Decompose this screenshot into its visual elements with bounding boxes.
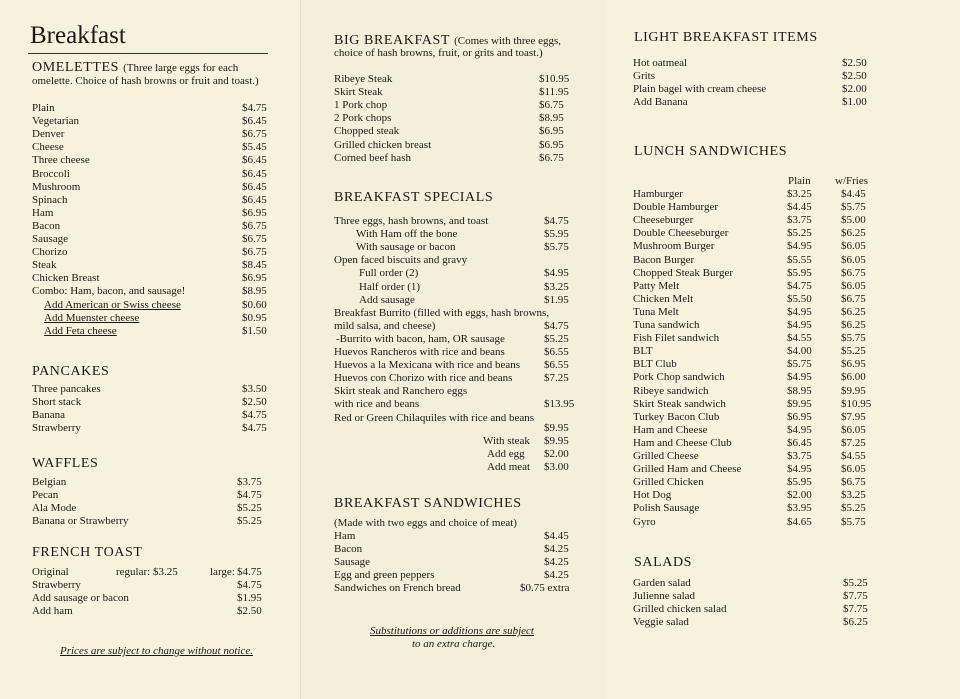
lunch-col-plain: Plain — [788, 175, 811, 187]
item-price: $2.50 — [237, 605, 262, 617]
item-plain-price: $4.95 — [787, 305, 812, 318]
item-name: Sandwiches on French bread — [334, 582, 461, 594]
item-name: Cheese — [32, 141, 64, 154]
item-plain-price: $6.95 — [787, 410, 812, 423]
item-name: Ham and Cheese — [633, 423, 708, 436]
item-plain-price: $4.55 — [787, 332, 812, 345]
item-name: Grilled chicken breast — [334, 138, 432, 151]
item-price: $0.95 — [242, 311, 267, 324]
item-fries-price: $3.25 — [841, 489, 866, 502]
item-price: $5.25 — [237, 502, 262, 514]
item-price: $6.75 — [539, 99, 564, 112]
item-name: Red or Green Chilaquiles with rice and beans — [334, 411, 535, 424]
item-name: Ham and Cheese Club — [633, 436, 732, 449]
omelettes-header — [32, 58, 238, 76]
item-name: 1 Pork chop — [334, 99, 388, 112]
item-price: $5.45 — [242, 141, 267, 154]
menu-panel-left — [0, 0, 300, 699]
item-price: $13.95 — [544, 398, 575, 411]
item-price: $2.00 — [842, 83, 867, 95]
item-plain-price: $4.95 — [787, 371, 812, 384]
item-fries-price: $9.95 — [841, 384, 866, 397]
item-price: $1.95 — [237, 592, 262, 604]
item-name: Hot Dog — [633, 489, 672, 502]
item-fries-price: $6.00 — [841, 371, 866, 384]
item-price: $1.00 — [842, 96, 867, 108]
item-name: Double Cheeseburger — [633, 227, 729, 240]
item-price: $6.95 — [539, 125, 564, 138]
item-name: Tuna sandwich — [633, 319, 700, 331]
item-name: Add Muenster cheese — [44, 311, 140, 324]
item-price: $5.95 — [544, 228, 569, 241]
item-name: Huevos con Chorizo with rice and beans — [334, 372, 513, 385]
item-name: Add ham — [32, 605, 73, 617]
item-plain-price: $6.45 — [787, 436, 812, 449]
item-name: Banana — [32, 409, 65, 421]
chilaquiles-price: $9.95 — [544, 422, 569, 434]
item-price: $4.75 — [237, 566, 262, 578]
item-name: Full order (2) — [359, 267, 419, 280]
menu-panel-middle — [300, 0, 607, 699]
item-price: $8.45 — [242, 259, 267, 272]
item-plain-price: $2.00 — [787, 489, 812, 502]
item-name: Add Banana — [633, 96, 688, 108]
item-price: $4.95 — [544, 267, 569, 280]
item-plain-price: $3.25 — [787, 188, 812, 200]
item-price: $6.55 — [544, 359, 569, 372]
item-name: Bacon — [334, 543, 363, 555]
item-price: $6.75 — [242, 128, 267, 141]
omelettes-heading: OMELETTES — [32, 60, 120, 75]
item-price: $3.25 — [544, 280, 569, 293]
item-name: Short stack — [32, 396, 82, 408]
item-fries-price: $6.75 — [841, 266, 866, 279]
item-price: $6.45 — [242, 167, 267, 180]
item-name: Broccoli — [32, 167, 70, 180]
item-price: $4.25 — [544, 569, 569, 581]
item-plain-price: $9.95 — [787, 397, 812, 410]
item-fries-price: $6.25 — [841, 305, 866, 318]
item-name: Polish Sausage — [633, 502, 700, 515]
item-name: Denver — [32, 128, 65, 141]
item-fries-price: $5.75 — [841, 515, 866, 528]
item-fries-price: $6.05 — [841, 423, 866, 436]
item-price: $0.75 extra — [520, 582, 570, 594]
item-plain-price: $3.75 — [787, 214, 812, 227]
item-name: Chopped steak — [334, 125, 400, 138]
item-price: $6.45 — [242, 154, 267, 167]
item-fries-price: $10.95 — [841, 397, 872, 410]
item-plain-price: $5.25 — [787, 227, 812, 240]
item-name: Grilled Cheese — [633, 450, 699, 462]
item-price: $5.25 — [843, 577, 868, 589]
item-name: Chorizo — [32, 246, 68, 259]
item-name: Pork Chop sandwich — [633, 371, 725, 384]
item-plain-price: $8.95 — [787, 384, 812, 397]
item-name: Chicken Melt — [633, 292, 694, 305]
item-price: $11.95 — [539, 86, 569, 99]
item-price: $8.95 — [539, 112, 564, 125]
item-name: Double Hamburger — [633, 201, 719, 214]
item-price: $3.00 — [544, 461, 569, 473]
item-price: $6.95 — [242, 272, 267, 285]
item-name: Open faced biscuits and gravy — [334, 254, 468, 267]
prices-notice: Prices are subject to change without notice. — [60, 645, 253, 657]
french-toast-heading: FRENCH TOAST — [32, 545, 143, 560]
page-title: Breakfast — [30, 22, 126, 49]
item-price: $7.25 — [544, 372, 569, 385]
item-name: Hot oatmeal — [633, 57, 688, 69]
item-price: $5.75 — [544, 241, 569, 254]
item-name: With Ham off the bone — [356, 228, 458, 241]
substitutions-line1: Substitutions or additions are subject — [370, 625, 534, 637]
item-price: $4.25 — [544, 556, 569, 568]
item-name: Patty Melt — [633, 279, 680, 292]
item-plain-price: $5.95 — [787, 476, 812, 489]
item-fries-price: $6.95 — [841, 358, 866, 371]
omelettes-note-line1: (Three large eggs for each — [123, 62, 239, 74]
item-name: Huevos a la Mexicana with rice and beans — [334, 359, 521, 372]
item-name: Add sausage or bacon — [32, 592, 129, 604]
item-name: Three cheese — [32, 154, 90, 167]
item-price: $7.75 — [843, 590, 868, 602]
item-name: Add Feta cheese — [44, 324, 117, 337]
item-name: Skirt Steak — [334, 86, 383, 99]
big-breakfast-heading: BIG BREAKFAST — [334, 33, 451, 48]
item-fries-price: $5.25 — [841, 345, 866, 358]
item-name: Huevos Rancheros with rice and beans — [334, 346, 505, 358]
item-name: Ham — [32, 206, 54, 219]
item-price: $6.75 — [242, 246, 267, 259]
item-name: With steak — [483, 435, 530, 447]
item-fries-price: $5.75 — [841, 332, 866, 345]
item-price: $4.75 — [242, 102, 267, 114]
item-name: Julienne salad — [633, 590, 696, 602]
item-price: $8.95 — [242, 285, 267, 298]
item-name: Original — [32, 566, 69, 578]
item-name: Skirt steak and Ranchero eggs — [334, 385, 468, 398]
item-price: $6.55 — [544, 346, 569, 358]
item-name: Ribeye Steak — [334, 73, 393, 85]
item-price: $10.95 — [539, 73, 570, 85]
item-price: $4.25 — [544, 543, 569, 555]
item-name: Bacon — [32, 219, 61, 232]
item-name: BLT Club — [633, 358, 677, 371]
item-name: Grilled chicken salad — [633, 603, 727, 615]
item-price: $6.75 — [539, 151, 564, 164]
item-name: Ham — [334, 530, 356, 542]
item-price: $4.75 — [242, 409, 267, 421]
item-name: Hamburger — [633, 188, 683, 200]
item-price: $4.75 — [242, 422, 267, 434]
item-name: Mushroom — [32, 180, 81, 193]
item-fries-price: $4.55 — [841, 450, 866, 462]
breakfast-sandwiches-heading: BREAKFAST SANDWICHES — [334, 496, 522, 511]
item-name: Corned beef hash — [334, 151, 411, 164]
item-price: $5.25 — [544, 332, 569, 345]
item-name: Three eggs, hash browns, and toast — [334, 215, 489, 227]
item-name: BLT — [633, 345, 653, 358]
item-price: $1.50 — [242, 324, 267, 337]
item-name: Plain bagel with cream cheese — [633, 83, 767, 95]
big-breakfast-note-line1: (Comes with three eggs, — [454, 35, 561, 47]
item-fries-price: $6.75 — [841, 292, 866, 305]
item-plain-price: $4.45 — [787, 201, 812, 214]
item-name: Combo: Ham, bacon, and sausage! — [32, 285, 186, 298]
item-fries-price: $4.45 — [841, 188, 866, 200]
item-price: $3.50 — [242, 383, 267, 395]
item-plain-price: $3.75 — [787, 450, 812, 462]
item-name: Grilled Ham and Cheese — [633, 463, 742, 476]
item-name: Grits — [633, 70, 655, 82]
item-name: Belgian — [32, 476, 67, 488]
item-name: Half order (1) — [359, 280, 421, 293]
item-price: $6.45 — [242, 180, 267, 193]
item-fries-price: $6.05 — [841, 240, 866, 253]
item-name: -Burrito with bacon, ham, OR sausage — [336, 332, 505, 345]
item-plain-price: $4.00 — [787, 345, 812, 358]
item-name: Mushroom Burger — [633, 240, 715, 253]
item-name: With sausage or bacon — [356, 241, 456, 254]
item-price: $6.45 — [242, 193, 267, 206]
item-plain-price: $4.95 — [787, 319, 812, 331]
item-name: Skirt Steak sandwich — [633, 397, 726, 410]
item-name: Tuna Melt — [633, 305, 679, 318]
item-price: $4.75 — [544, 215, 569, 227]
breakfast-sandwiches-note: (Made with two eggs and choice of meat) — [334, 517, 517, 529]
item-price: $6.95 — [539, 138, 564, 151]
item-price: $2.00 — [544, 448, 569, 460]
item-fries-price: $5.00 — [841, 214, 866, 227]
item-name: Veggie salad — [633, 616, 689, 628]
item-name: Vegetarian — [32, 115, 80, 128]
item-price: $6.25 — [843, 616, 868, 628]
item-price: $6.75 — [242, 219, 267, 232]
salads-heading: SALADS — [634, 555, 693, 570]
item-fries-price: $7.95 — [841, 410, 866, 423]
item-name: Bacon Burger — [633, 253, 695, 266]
waffles-heading: WAFFLES — [32, 456, 99, 471]
item-name: Add egg — [487, 448, 525, 460]
item-regular-price: regular: $3.25 — [116, 566, 178, 578]
item-name: Cheeseburger — [633, 214, 694, 227]
big-breakfast-note-line2: choice of hash browns, fruit, or grits and toast.) — [334, 47, 543, 59]
item-plain-price: $5.75 — [787, 358, 812, 371]
item-name: Sausage — [32, 233, 69, 245]
item-name: Spinach — [32, 193, 68, 206]
item-name: 2 Pork chops — [334, 112, 392, 125]
item-fries-price: $6.25 — [841, 319, 866, 331]
item-plain-price: $3.95 — [787, 502, 812, 515]
item-name: Plain — [32, 102, 55, 114]
item-fries-price: $5.75 — [841, 201, 866, 214]
item-plain-price: $4.75 — [787, 279, 812, 292]
item-price: $2.50 — [842, 70, 867, 82]
item-plain-price: $4.95 — [787, 423, 812, 436]
item-name: Fish Filet sandwich — [633, 332, 720, 345]
item-fries-price: $6.05 — [841, 279, 866, 292]
item-name: Strawberry — [32, 422, 81, 434]
item-name: Add sausage — [359, 293, 415, 306]
item-price: $7.75 — [843, 603, 868, 615]
item-price: $4.75 — [237, 579, 262, 591]
item-price: $5.25 — [237, 515, 262, 527]
item-name: Chopped Steak Burger — [633, 266, 734, 279]
item-price: $2.50 — [242, 396, 267, 408]
item-name: Chicken Breast — [32, 272, 100, 285]
light-breakfast-heading: LIGHT BREAKFAST ITEMS — [634, 30, 818, 45]
item-plain-price: $4.95 — [787, 463, 812, 476]
item-price: $2.50 — [842, 57, 867, 69]
item-name: Turkey Bacon Club — [633, 410, 720, 423]
item-name: Add meat — [487, 461, 531, 473]
item-price: $6.75 — [242, 233, 267, 245]
item-plain-price: $5.55 — [787, 253, 812, 266]
item-name: Add American or Swiss cheese — [44, 298, 181, 311]
item-name: Three pancakes — [32, 383, 101, 395]
item-price: $4.45 — [544, 530, 569, 542]
item-fries-price: $6.25 — [841, 227, 866, 240]
item-name: Strawberry — [32, 579, 81, 591]
item-price: $0.60 — [242, 298, 267, 311]
item-name: mild salsa, and cheese) — [334, 319, 436, 332]
item-plain-price: $5.50 — [787, 292, 812, 305]
item-name: Steak — [32, 259, 57, 272]
item-price: $3.75 — [237, 476, 262, 488]
omelettes-note-line2: omelette. Choice of hash browns or fruit and toast.) — [32, 75, 259, 87]
item-price: $9.95 — [544, 435, 569, 447]
item-price: $6.45 — [242, 115, 267, 128]
item-fries-price: $6.75 — [841, 476, 866, 489]
item-plain-price: $4.65 — [787, 515, 812, 528]
lunch-sandwiches-heading: LUNCH SANDWICHES — [634, 144, 788, 159]
item-fries-price: $6.05 — [841, 463, 866, 476]
item-name: Pecan — [32, 489, 59, 501]
pancakes-heading: PANCAKES — [32, 364, 110, 379]
item-name: Egg and green peppers — [334, 569, 435, 581]
lunch-col-fries: w/Fries — [835, 175, 868, 187]
item-fries-price: $7.25 — [841, 436, 866, 449]
menu-panel-right — [605, 0, 960, 699]
item-large-label: large: — [210, 566, 235, 578]
item-fries-price: $6.05 — [841, 253, 866, 266]
item-plain-price: $5.95 — [787, 266, 812, 279]
item-price: $4.75 — [544, 319, 569, 332]
title-divider — [28, 53, 268, 54]
item-name: Gyro — [633, 515, 656, 528]
item-name: with rice and beans — [334, 398, 420, 411]
substitutions-line2: to an extra charge. — [412, 638, 496, 650]
item-price: $4.75 — [237, 489, 262, 501]
item-name: Banana or Strawberry — [32, 515, 129, 527]
item-name: Ribeye sandwich — [633, 384, 709, 397]
item-name: Grilled Chicken — [633, 476, 704, 489]
item-price: $6.95 — [242, 206, 267, 219]
item-name: Ala Mode — [32, 502, 77, 514]
item-plain-price: $4.95 — [787, 240, 812, 253]
item-name: Sausage — [334, 556, 371, 568]
item-name: Breakfast Burrito (filled with eggs, hash browns, — [334, 306, 550, 319]
item-fries-price: $5.25 — [841, 502, 866, 515]
breakfast-specials-heading: BREAKFAST SPECIALS — [334, 190, 494, 205]
item-name: Garden salad — [633, 577, 691, 589]
item-price: $1.95 — [544, 293, 569, 306]
